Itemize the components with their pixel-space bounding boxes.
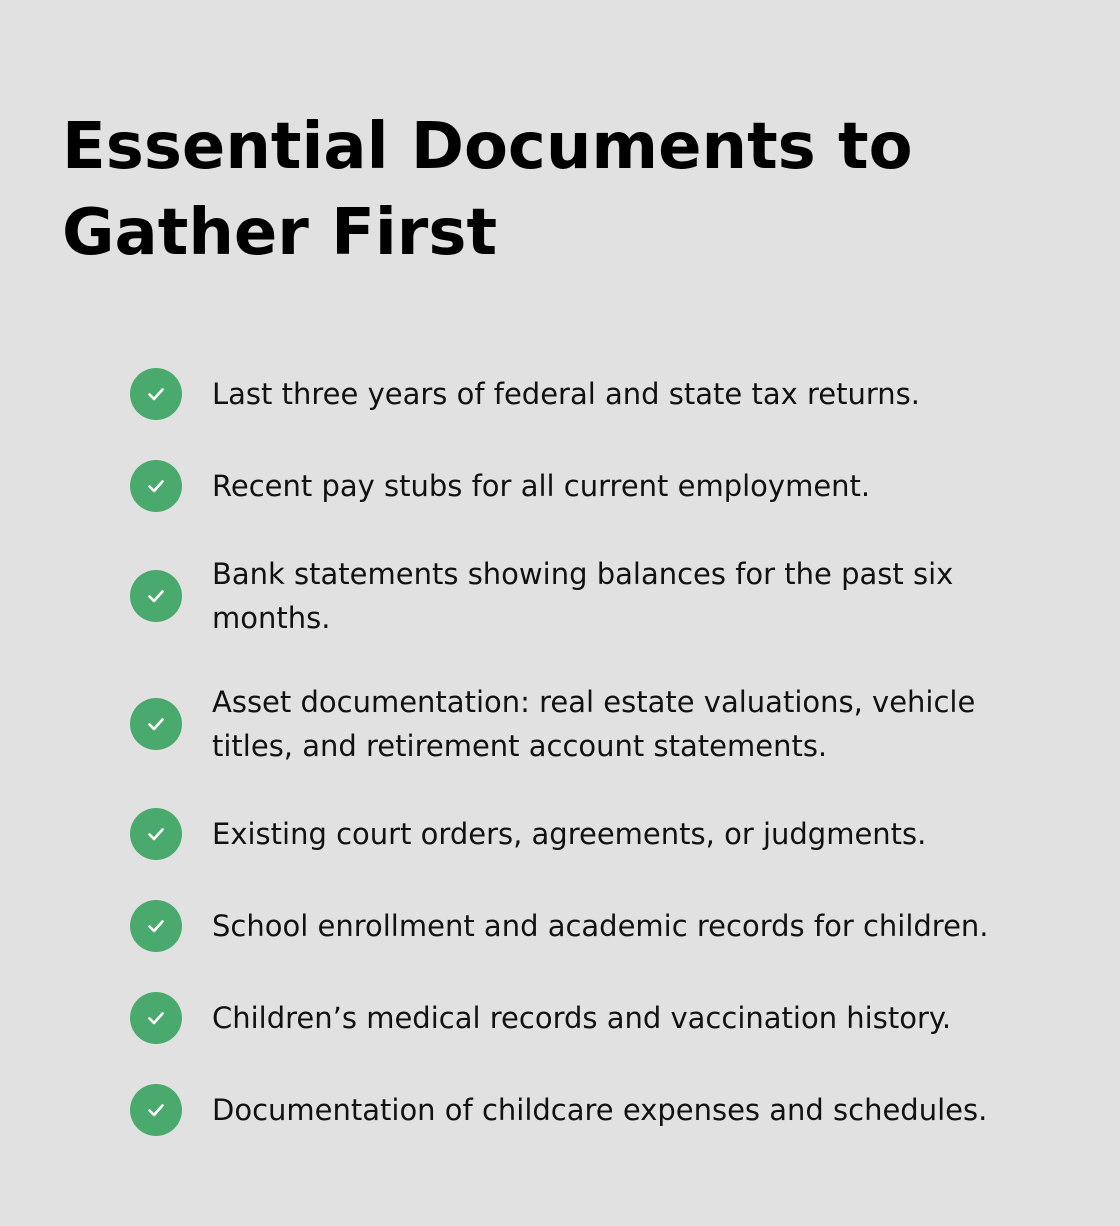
list-item — [130, 1084, 1030, 1136]
check-icon — [130, 900, 182, 952]
list-item — [130, 808, 1030, 860]
check-icon — [130, 808, 182, 860]
list-item-text: Recent pay stubs for all current employment. — [212, 469, 871, 503]
check-icon — [130, 570, 182, 622]
list-item-text: School enrollment and academic records for children. — [212, 909, 989, 943]
list-item — [130, 900, 1030, 952]
check-icon — [130, 460, 182, 512]
list-item-text: Last three years of federal and state tax returns. — [212, 377, 921, 411]
list-item-text: Bank statements showing balances for the past six months. — [212, 557, 954, 635]
list-item — [130, 992, 1030, 1044]
list-item-text: Documentation of childcare expenses and schedules. — [212, 1093, 988, 1127]
check-icon — [130, 368, 182, 420]
list-item-text: Children’s medical records and vaccination history. — [212, 1001, 952, 1035]
check-icon — [130, 992, 182, 1044]
list-item-text: Existing court orders, agreements, or judgments. — [212, 817, 927, 851]
list-item — [130, 552, 1030, 640]
check-icon — [130, 698, 182, 750]
page-title: Essential Documents to Gather First — [62, 110, 913, 270]
list-item — [130, 680, 1030, 768]
list-item-text: Asset documentation: real estate valuations, vehicle titles, and retirement account statements. — [212, 685, 976, 763]
list-item — [130, 368, 1030, 420]
check-icon — [130, 1084, 182, 1136]
list-item — [130, 460, 1030, 512]
